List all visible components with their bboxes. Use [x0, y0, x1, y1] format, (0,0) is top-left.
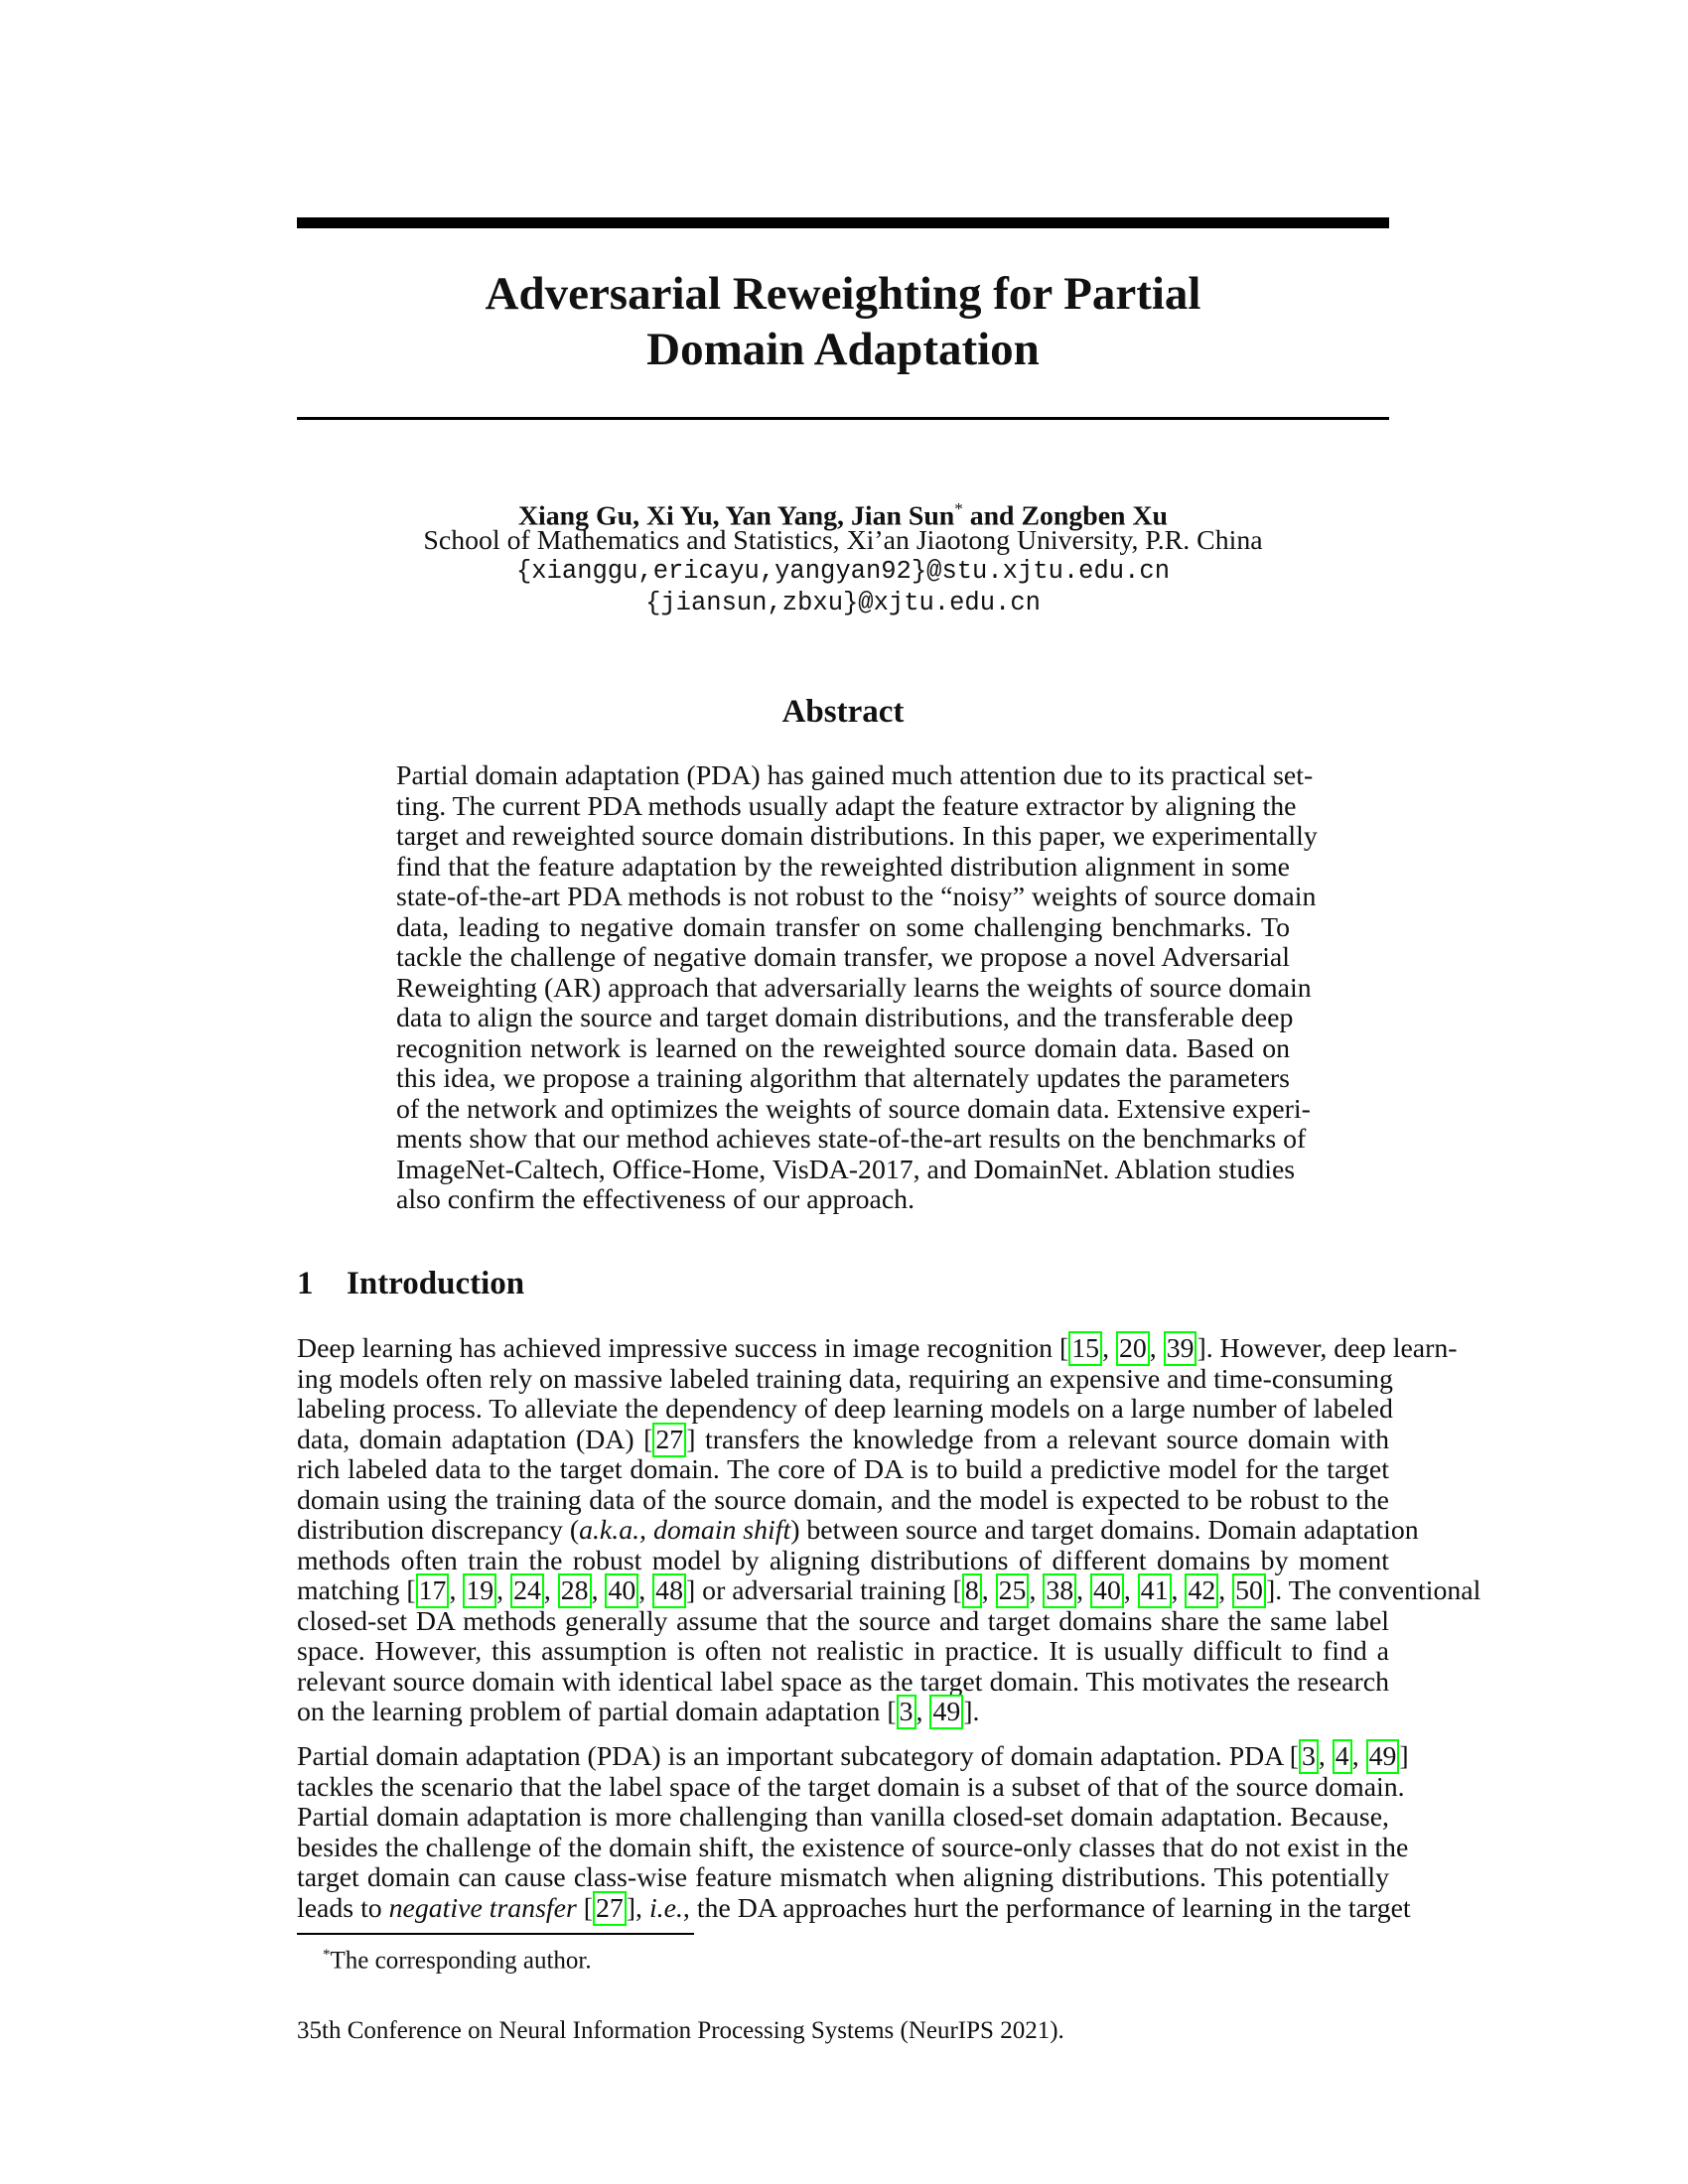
text-line: space. However, this assumption is often not realistic in practice. It is usually difficult to find a	[297, 1636, 1389, 1667]
text-line: tackle the challenge of negative domain transfer, we propose a novel Adversarial	[396, 942, 1290, 973]
text-line: find that the feature adaptation by the reweighted distribution alignment in some	[396, 851, 1290, 883]
text-line: state-of-the-art PDA methods is not robust to the “noisy” weights of source domain	[396, 882, 1317, 912]
section-number: 1	[297, 1266, 314, 1301]
emphasis: i.e.	[648, 1892, 683, 1924]
citation-link[interactable]: 8	[962, 1573, 982, 1608]
citation-link[interactable]: 40	[605, 1573, 638, 1608]
footnote	[323, 1940, 592, 1976]
text-line: relevant source domain with identical label space as the target domain. This motivates the research	[297, 1666, 1389, 1698]
emphasis: negative transfer	[388, 1892, 577, 1924]
footnote-rule	[297, 1933, 694, 1935]
text-line: Reweighting (AR) approach that adversarially learns the weights of source domain	[396, 972, 1312, 1004]
citation-link[interactable]: 3	[897, 1695, 916, 1729]
text-line: matching [ 17 , 19 , 24 , 28 , 40 , 48 ] or adversarial training [ 8 , 25 , 38 , 40 , 41 , 42 , 50 ]. The conventional	[297, 1575, 1481, 1606]
paper-title	[297, 266, 1389, 377]
citation-link[interactable]: 27	[593, 1891, 627, 1926]
citation-link[interactable]: 20	[1116, 1331, 1150, 1366]
text-line: target domain can cause class-wise feature mismatch when aligning distributions. This potentially	[297, 1862, 1389, 1893]
text-line: Deep learning has achieved impressive success in image recognition [ 15 , 20 , 39 ]. However, deep learn-	[297, 1333, 1458, 1364]
citation-link[interactable]: 41	[1138, 1573, 1172, 1608]
text-line: besides the challenge of the domain shift, the existence of source-only classes that do not exist in the	[297, 1832, 1409, 1863]
email-line-2: {jiansun,zbxu}@xjtu.edu.cn	[645, 589, 1041, 617]
title-bottom-rule	[297, 417, 1389, 420]
abstract-body	[396, 760, 1318, 1216]
text-line: Partial domain adaptation is more challenging than vanilla closed-set domain adaptation. Because,	[297, 1802, 1389, 1833]
citation-link[interactable]: 40	[1090, 1573, 1124, 1608]
affiliation: School of Mathematics and Statistics, Xi’an Jiaotong University, P.R. China	[423, 525, 1263, 556]
citation-link[interactable]: 25	[996, 1573, 1030, 1608]
text-line: target and reweighted source domain distributions. In this paper, we experimentally	[396, 821, 1318, 852]
text-line: Partial domain adaptation (PDA) has gained much attention due to its practical set-	[396, 760, 1314, 791]
footnote-text: The corresponding author.	[330, 1947, 592, 1975]
section-heading	[297, 1264, 524, 1303]
citation-link[interactable]: 39	[1164, 1331, 1197, 1366]
footnote-mark: *	[323, 1947, 331, 1963]
citation-link[interactable]: 17	[416, 1573, 450, 1608]
section-title: Introduction	[347, 1266, 525, 1301]
text-line: on the learning problem of partial domain adaptation [ 3 , 49 ].	[297, 1697, 980, 1727]
abstract-heading: Abstract	[781, 694, 905, 730]
text-line: labeling process. To alleviate the dependency of deep learning models on a large number of labeled	[297, 1394, 1393, 1425]
text-line: ImageNet-Caltech, Office-Home, VisDA-2017, and DomainNet. Ablation studies	[396, 1154, 1296, 1185]
citation-link[interactable]: 49	[1366, 1739, 1400, 1774]
emphasis: domain shift	[652, 1515, 791, 1546]
title-top-rule	[297, 217, 1389, 228]
citation-link[interactable]: 49	[929, 1695, 963, 1729]
text-line: rich labeled data to the target domain. The core of DA is to build a predictive model for the target	[297, 1454, 1389, 1485]
text-line: of the network and optimizes the weights of source domain data. Extensive experi-	[396, 1093, 1311, 1125]
citation-link[interactable]: 4	[1333, 1739, 1352, 1774]
title-line-2: Domain Adaptation	[646, 324, 1040, 375]
text-line: also confirm the effectiveness of our approach.	[396, 1184, 915, 1215]
text-line: ing models often rely on massive labeled training data, requiring an expensive and time-consuming	[297, 1363, 1393, 1395]
text-line: domain using the training data of the source domain, and the model is expected to be robust to the	[297, 1484, 1389, 1516]
conference-note: 35th Conference on Neural Information Processing Systems (NeurIPS 2021).	[297, 2017, 1064, 2044]
author-names-last: and Zongben Xu	[962, 500, 1169, 532]
text-line: leads to negative transfer [ 27 ], i.e., the DA approaches hurt the performance of learning in the target	[297, 1892, 1411, 1924]
author-names: Xiang Gu, Xi Yu, Yan Yang, Jian Sun	[517, 500, 955, 532]
citation-link[interactable]: 19	[463, 1573, 496, 1608]
text-line: Partial domain adaptation (PDA) is an important subcategory of domain adaptation. PDA [ 3 , 4 , 49 ]	[297, 1741, 1409, 1772]
citation-link[interactable]: 15	[1068, 1331, 1102, 1366]
text-line: ting. The current PDA methods usually adapt the feature extractor by aligning the	[396, 790, 1297, 822]
citation-link[interactable]: 38	[1043, 1573, 1076, 1608]
citation-link[interactable]: 50	[1232, 1573, 1266, 1608]
citation-link[interactable]: 42	[1185, 1573, 1218, 1608]
emphasis: a.k.a.,	[579, 1515, 647, 1546]
text-line: ments show that our method achieves state-of-the-art results on the benchmarks of	[396, 1124, 1307, 1155]
citation-link[interactable]: 3	[1299, 1739, 1319, 1774]
text-line: data to align the source and target domain distributions, and the transferable deep	[396, 1003, 1294, 1033]
title-line-1: Adversarial Reweighting for Partial	[485, 268, 1201, 320]
text-line: methods often train the robust model by aligning distributions of different domains by moment	[297, 1545, 1389, 1576]
text-line: closed-set DA methods generally assume that the source and target domains share the same label	[297, 1605, 1389, 1637]
citation-link[interactable]: 27	[652, 1423, 686, 1457]
citation-link[interactable]: 28	[558, 1573, 592, 1608]
text-line: data, leading to negative domain transfer on some challenging benchmarks. To	[396, 911, 1290, 943]
text-line: tackles the scenario that the label space of the target domain is a subset of that of the source domain.	[297, 1771, 1405, 1803]
citation-link[interactable]: 48	[652, 1573, 686, 1608]
text-line: data, domain adaptation (DA) [ 27 ] transfers the knowledge from a relevant source domain with	[297, 1424, 1389, 1455]
email-line-1: {xianggu,ericayu,yangyan92}@stu.xjtu.edu.cn	[515, 557, 1170, 586]
text-line: recognition network is learned on the reweighted source domain data. Based on	[396, 1032, 1290, 1064]
text-line: distribution discrepancy (a.k.a., domain shift) between source and target domains. Domain adaptation	[297, 1515, 1419, 1546]
text-line: this idea, we propose a training algorithm that alternately updates the parameters	[396, 1063, 1290, 1094]
intro-paragraph-1	[297, 1333, 1481, 1728]
corresponding-mark: *	[954, 499, 963, 518]
intro-paragraph-2	[297, 1741, 1411, 1924]
citation-link[interactable]: 24	[510, 1573, 544, 1608]
